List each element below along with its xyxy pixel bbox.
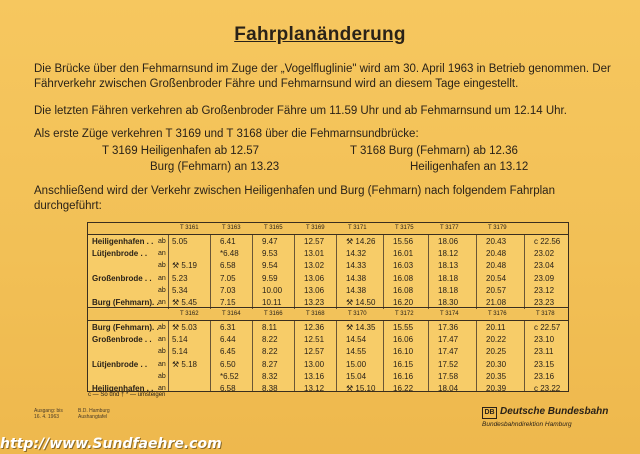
time-cell: 16.03 — [393, 261, 414, 271]
time-cell: 10.11 — [262, 298, 282, 307]
time-cell: 14.32 — [346, 249, 367, 259]
table-header-cell: T 3176 — [488, 311, 507, 317]
time-cell: ⚒ 14.50 — [346, 298, 376, 307]
time-cell: 16.06 — [393, 335, 414, 345]
time-cell: c 22.56 — [534, 237, 561, 246]
time-cell: 23.12 — [534, 285, 555, 295]
time-cell: 14.38 — [346, 273, 367, 283]
time-cell: 18.18 — [438, 273, 459, 283]
time-cell: 23.02 — [534, 249, 555, 259]
time-cell: 15.00 — [346, 359, 367, 369]
arrival-departure-mark: ab — [158, 324, 166, 331]
table-header-cell: T 3165 — [264, 225, 283, 231]
intro-paragraph-2: Die letzten Fähren verkehren ab Großenbroder Fähre um 11.59 Uhr und ab Fehmarnsund um 12.14 Uhr. — [34, 105, 567, 117]
time-cell: 12.36 — [304, 323, 325, 332]
time-cell: 10.00 — [262, 285, 283, 295]
time-cell: 16.20 — [393, 298, 414, 307]
table-header-cell: T 3163 — [222, 225, 241, 231]
footer-note — [34, 408, 63, 420]
arrival-departure-mark: ab — [158, 286, 166, 294]
table-header-cell: T 3179 — [488, 225, 507, 231]
time-cell: 20.22 — [486, 335, 507, 345]
time-cell: 18.06 — [438, 237, 459, 246]
time-cell: 16.10 — [393, 347, 414, 357]
time-cell: 7.05 — [220, 273, 236, 283]
time-cell: ⚒ 15.10 — [346, 384, 376, 393]
arrival-departure-mark: ab — [158, 372, 166, 380]
time-cell: 5.14 — [172, 347, 188, 357]
footer-line: Ausgang: bis — [34, 408, 63, 414]
time-cell: ⚒ 5.03 — [172, 323, 197, 332]
intro-paragraph-3: Als erste Züge verkehren T 3169 und T 3168 über die Fehmarnsundbrücke: — [34, 128, 419, 140]
time-cell: 20.39 — [486, 384, 507, 393]
time-cell: 23.10 — [534, 335, 555, 345]
time-cell: 14.55 — [346, 347, 367, 357]
time-cell: 23.15 — [534, 359, 555, 369]
time-cell: 13.00 — [304, 359, 325, 369]
arrival-departure-mark: ab — [158, 262, 166, 270]
time-cell: 13.06 — [304, 273, 325, 283]
time-cell: 5.05 — [172, 237, 188, 246]
time-cell: 20.54 — [486, 273, 507, 283]
arrival-departure-mark: an — [158, 336, 166, 344]
station-name: Heiligenhafen . . — [92, 237, 154, 246]
time-cell: 16.01 — [393, 249, 414, 259]
db-logo: DB — [482, 407, 497, 419]
time-cell: 17.58 — [438, 371, 459, 381]
table-header-cell: T 3175 — [395, 225, 414, 231]
db-name: Deutsche Bundesbahn — [500, 406, 609, 417]
time-cell: 6.50 — [220, 359, 236, 369]
footer-line: B.D. Hamburg — [78, 408, 110, 414]
table-header-cell: T 3172 — [395, 311, 414, 317]
time-cell: 23.11 — [534, 347, 554, 357]
time-cell: 20.48 — [486, 261, 507, 271]
time-cell: 23.04 — [534, 261, 555, 271]
table-header-cell: T 3166 — [264, 311, 283, 317]
table-header-cell: T 3169 — [306, 225, 325, 231]
table-header-cell: T 3178 — [536, 311, 555, 317]
time-cell: 18.12 — [438, 249, 459, 259]
station-name: Burg (Fehmarn). . — [92, 298, 159, 307]
time-cell: 17.52 — [438, 359, 459, 369]
station-name: Heiligenhafen . . — [92, 384, 154, 393]
time-cell: 18.30 — [438, 298, 459, 307]
time-cell: 20.35 — [486, 371, 507, 381]
time-cell: 6.44 — [220, 335, 236, 345]
time-cell: 5.34 — [172, 285, 188, 295]
time-cell: ⚒ 5.45 — [172, 298, 197, 307]
table-header-cell: T 3162 — [180, 311, 199, 317]
time-cell: ⚒ 14.26 — [346, 237, 376, 246]
time-cell: 8.11 — [262, 323, 277, 332]
train-3168-departure: T 3168 Burg (Fehmarn) ab 12.36 — [350, 145, 518, 157]
time-cell: 20.11 — [486, 323, 506, 332]
time-cell: 6.58 — [220, 384, 236, 393]
time-cell: 5.23 — [172, 273, 188, 283]
time-cell: 9.53 — [262, 249, 278, 259]
time-cell: 7.03 — [220, 285, 236, 295]
time-cell: 17.47 — [438, 335, 459, 345]
time-cell: 13.12 — [304, 384, 325, 393]
arrival-departure-mark: an — [158, 299, 166, 306]
time-cell: 23.23 — [534, 298, 555, 307]
footer-note-2 — [78, 408, 110, 420]
time-cell: 12.51 — [304, 335, 325, 345]
time-cell: 9.54 — [262, 261, 278, 271]
arrival-departure-mark: an — [158, 385, 166, 392]
table-section-divider — [88, 307, 568, 308]
train-3168-arrival: Heiligenhafen an 13.12 — [410, 161, 529, 173]
time-cell: 20.43 — [486, 237, 507, 246]
time-cell: 15.55 — [393, 323, 414, 332]
arrival-departure-mark: ab — [158, 238, 166, 245]
intro-paragraph-4: Anschließend wird der Verkehr zwischen Heiligenhafen und Burg (Fehmarn) nach folgendem Fahrplan durchgeführt: — [34, 185, 555, 212]
time-cell: 20.48 — [486, 249, 507, 259]
time-cell: 23.09 — [534, 273, 555, 283]
train-3169-departure: T 3169 Heiligenhafen ab 12.57 — [102, 145, 260, 157]
time-cell: 16.16 — [393, 371, 414, 381]
time-cell: 8.22 — [262, 347, 278, 357]
time-cell: 20.57 — [486, 285, 507, 295]
table-header-cell: T 3174 — [440, 311, 459, 317]
time-cell: 13.06 — [304, 285, 325, 295]
time-cell: 14.54 — [346, 335, 367, 345]
arrival-departure-mark: an — [158, 250, 166, 258]
time-cell: 21.08 — [486, 298, 507, 307]
time-cell: 8.27 — [262, 359, 278, 369]
time-cell: 13.16 — [304, 371, 325, 381]
table-header-cell: T 3177 — [440, 225, 459, 231]
time-cell: 8.32 — [262, 371, 278, 381]
page-title: Fahrplanänderung — [234, 24, 406, 45]
table-header-cell: T 3171 — [348, 225, 367, 231]
time-cell: 20.25 — [486, 347, 507, 357]
table-header-cell: T 3164 — [222, 311, 241, 317]
table-header-cell: T 3161 — [180, 225, 199, 231]
watermark-url: http://www.Sundfaehre.com — [0, 436, 222, 452]
table-header-cell: T 3168 — [306, 311, 325, 317]
station-name: Burg (Fehmarn). . — [92, 323, 159, 332]
time-cell: 5.14 — [172, 335, 188, 345]
time-cell: 17.47 — [438, 347, 459, 357]
footer-line: 16. 4. 1963 — [34, 414, 60, 420]
time-cell: c 22.57 — [534, 323, 561, 332]
station-name: Lütjenbrode . . — [92, 249, 148, 259]
train-3169-arrival: Burg (Fehmarn) an 13.23 — [150, 161, 280, 173]
time-cell: 14.38 — [346, 285, 367, 295]
time-cell: 14.33 — [346, 261, 367, 271]
timetable-legend: c — So und † * — umsteigen — [88, 392, 166, 398]
time-cell: 13.02 — [304, 261, 325, 271]
timetable-table — [87, 222, 569, 392]
time-cell: 16.15 — [393, 359, 414, 369]
arrival-departure-mark: an — [158, 360, 166, 368]
time-cell: 9.59 — [262, 273, 278, 283]
station-name: Lütjenbrode . . — [92, 359, 148, 369]
time-cell: 16.08 — [393, 273, 414, 283]
time-cell: 18.04 — [438, 384, 459, 393]
time-cell: 16.08 — [393, 285, 414, 295]
arrival-departure-mark: an — [158, 274, 166, 282]
time-cell: 6.41 — [220, 237, 236, 246]
time-cell: 13.01 — [304, 249, 325, 259]
time-cell: c 23.22 — [534, 384, 561, 393]
time-cell: 18.18 — [438, 285, 459, 295]
time-cell: 15.56 — [393, 237, 414, 246]
time-cell: 12.57 — [304, 347, 325, 357]
table-header-cell: T 3170 — [348, 311, 367, 317]
time-cell: ⚒ 14.35 — [346, 323, 376, 332]
time-cell: 8.22 — [262, 335, 278, 345]
db-directorate: Bundesbahndirektion Hamburg — [482, 421, 572, 428]
time-cell: *6.52 — [220, 371, 239, 381]
station-name: Großenbrode . . — [92, 335, 152, 345]
time-cell: 23.16 — [534, 371, 555, 381]
time-cell: *6.48 — [220, 249, 239, 259]
time-cell: 13.23 — [304, 298, 325, 307]
time-cell: 6.45 — [220, 347, 236, 357]
time-cell: 9.47 — [262, 237, 278, 246]
station-name: Großenbrode . . — [92, 273, 152, 283]
time-cell: 18.13 — [438, 261, 459, 271]
time-cell: 20.30 — [486, 359, 507, 369]
time-cell: 6.58 — [220, 261, 236, 271]
footer-line: Aushangtafel — [78, 414, 108, 420]
time-cell: ⚒ 5.19 — [172, 261, 197, 271]
time-cell: 16.22 — [393, 384, 414, 393]
time-cell: 17.36 — [438, 323, 459, 332]
time-cell: 15.04 — [346, 371, 367, 381]
time-cell: 6.31 — [220, 323, 236, 332]
time-cell: 12.57 — [304, 237, 325, 246]
time-cell: 7.15 — [220, 298, 236, 307]
intro-paragraph-1: Die Brücke über den Fehmarnsund im Zuge der „Vogelfluglinie" wird am 30. April 1963 in Betrieb genommen. Der Fährverkehr zwischen Großenbroder Fähre und Fehmarnsund wird an diesem Tage eingestellt. — [34, 63, 611, 90]
time-cell: 8.38 — [262, 384, 278, 393]
arrival-departure-mark: ab — [158, 348, 166, 356]
time-cell: ⚒ 5.18 — [172, 359, 197, 369]
